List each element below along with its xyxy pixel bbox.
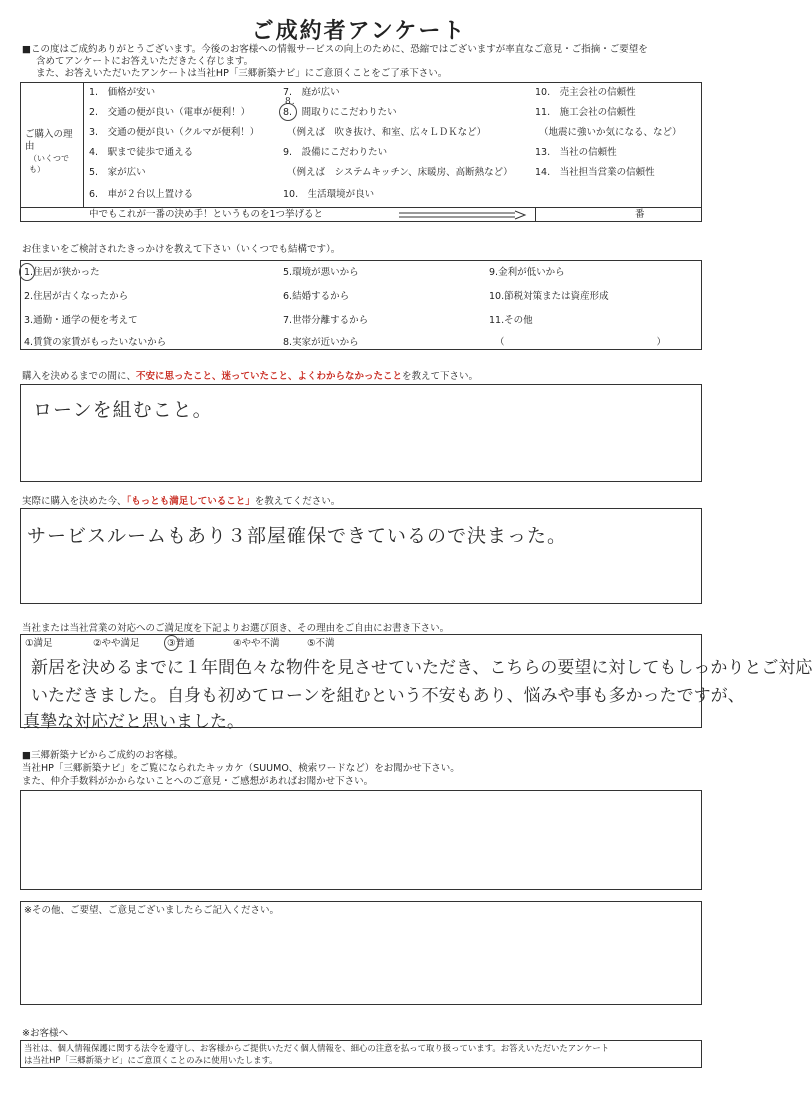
navi-line-1: ■三郷新築ナビからご成約のお客様。: [22, 750, 183, 761]
deciding-factor-prompt: 中でもこれが一番の決め手！というものを1つ挙げると: [89, 209, 324, 220]
navi-line-3: また、仲介手数料がかからないことへのご意見・ご感想があればお聞かせ下さい。: [22, 776, 374, 787]
reason-10b: 10. 売主会社の信頼性: [535, 87, 636, 98]
worry-heading-emphasis: 不安に思ったこと、迷っていたこと、よくわからなかったこと: [136, 371, 403, 382]
satisfied-heading-a: 実際に購入を決めた今、: [22, 496, 127, 507]
reason-8-example: （例えば 吹き抜け、和室、広々ＬＤＫなど）: [287, 127, 487, 138]
privacy-line-2: は当社HP「三郷新築ナビ」にご意頂くことのみに使用いたします。: [24, 1055, 278, 1065]
trigger-heading: お住まいをご検討されたきっかけを教えて下さい（いくつでも結構です）。: [22, 244, 341, 255]
reason-5: 5. 家が広い: [89, 167, 146, 178]
reasons-label-4: も）: [29, 165, 45, 174]
privacy-box: [20, 1040, 702, 1068]
reason-7: 7. 庭が広い: [283, 87, 340, 98]
service-answer-line-3: 真摯な対応だと思いました。: [23, 712, 244, 732]
handwritten-mark-8: 8.: [285, 97, 296, 107]
worry-heading: [22, 371, 478, 382]
trigger-4: 4.賃貸の家賃がもったいないから: [24, 337, 167, 348]
arrow-icon: [397, 210, 527, 220]
trigger-other-field: （ ）: [495, 337, 667, 348]
scale-satisfied: ①満足: [25, 638, 53, 649]
reason-14: 14. 当社担当営業の信頼性: [535, 167, 655, 178]
scale-somewhat-dissatisfied: ④やや不満: [233, 638, 280, 649]
reason-8: 8. 間取りにこだわりたい: [283, 107, 397, 118]
satisfied-heading: [22, 496, 340, 507]
service-answer-line-2: いただきました。自身も初めてローンを組むという不安もあり、悩みや事も多かったですが、: [31, 686, 745, 706]
intro-line-1: ■この度はご成約ありがとうございます。今後のお客様への情報サービスの向上のために、恐縮ではございますが率直なご意見・ご指摘・ご要望を: [22, 44, 648, 55]
privacy-line-1: 当社は、個人情報保護に関する法令を遵守し、お客様からご提供いただく個人情報を、細心の注意を払って取り扱っています。お答えいただいたアンケート: [24, 1043, 610, 1053]
worry-answer: ローンを組むこと。: [33, 399, 213, 421]
worry-heading-b: を教えて下さい。: [402, 371, 479, 382]
trigger-7: 7.世帯分離するから: [283, 315, 369, 326]
service-answer-line-1: 新居を決めるまでに１年間色々な物件を見させていただき、こちらの要望に対してもしっかりとご対応: [31, 658, 812, 678]
reasons-table: [20, 82, 702, 222]
reasons-label-3: （いくつで: [29, 154, 69, 163]
satisfied-heading-emphasis: 「もっとも満足していること」: [126, 496, 255, 507]
trigger-3: 3.通勤・通学の便を考えて: [24, 315, 138, 326]
trigger-10: 10.節税対策または資産形成: [489, 291, 609, 302]
worry-heading-a: 購入を決めるまでの間に、: [22, 371, 137, 382]
privacy-heading: ※お客様へ: [22, 1028, 68, 1039]
handwritten-circle-mark: [19, 263, 35, 281]
trigger-2: 2.住居が古くなったから: [24, 291, 129, 302]
reason-11-example: （地震に強いか気になる、など）: [539, 127, 682, 138]
reason-10: 10. 生活環境が良い: [283, 189, 375, 200]
satisfied-answer-box: [20, 508, 702, 604]
worry-answer-box: [20, 384, 702, 482]
trigger-1: 1.住居が狭かった: [24, 267, 100, 278]
trigger-box: [20, 260, 702, 350]
reason-13: 13. 当社の信頼性: [535, 147, 617, 158]
trigger-6: 6.結婚するから: [283, 291, 350, 302]
reason-2: 2. 交通の便が良い（電車が便利！）: [89, 107, 251, 118]
reason-4: 4. 駅まで徒歩で通える: [89, 147, 194, 158]
navi-line-2: 当社HP「三郷新築ナビ」をご覧になられたキッカケ（SUUMO、検索ワードなど）をお聞かせ下さい。: [22, 763, 460, 774]
trigger-5: 5.環境が悪いから: [283, 267, 359, 278]
number-suffix: 番: [635, 209, 645, 220]
trigger-8: 8.実家が近いから: [283, 337, 359, 348]
scale-somewhat-satisfied: ②やや満足: [93, 638, 140, 649]
reasons-label-1: ご購入の理: [25, 129, 73, 140]
reason-11: 11. 施工会社の信頼性: [535, 107, 636, 118]
reason-1: 1. 価格が安い: [89, 87, 156, 98]
service-answer-box: [20, 634, 812, 732]
page-title: ご成約者アンケート: [251, 19, 467, 44]
handwritten-circle-mark: [164, 635, 179, 651]
scale-neutral: ③普通: [167, 638, 195, 649]
satisfied-answer: サービスルームもあり３部屋確保できているので決まった。: [27, 525, 568, 547]
satisfied-heading-b: を教えてください。: [254, 496, 341, 507]
other-answer-box: [20, 901, 702, 1005]
other-heading: ※その他、ご要望、ご意見ございましたらご記入ください。: [24, 905, 279, 916]
service-heading: 当社または当社営業の対応へのご満足度を下記よりお選び頂き、その理由をご自由にお書き下さい。: [22, 623, 450, 634]
navi-answer-box: [20, 790, 702, 890]
reason-3: 3. 交通の便が良い（クルマが便利！）: [89, 127, 260, 138]
reason-6: 6. 車が２台以上置ける: [89, 189, 194, 200]
intro-line-2: 含めてアンケートにお答えいただきたく存じます。: [36, 56, 254, 67]
scale-dissatisfied: ⑤不満: [307, 638, 335, 649]
reason-9: 9. 設備にこだわりたい: [283, 147, 388, 158]
reason-9-example: （例えば システムキッチン、床暖房、高断熱など）: [287, 167, 513, 178]
trigger-9: 9.金利が低いから: [489, 267, 565, 278]
intro-line-3: また、お答えいただいたアンケートは当社HP「三郷新築ナビ」にご意頂くことをご了承下さい。: [36, 68, 448, 79]
trigger-11: 11.その他: [489, 315, 533, 326]
reasons-label-2: 由: [25, 141, 35, 152]
